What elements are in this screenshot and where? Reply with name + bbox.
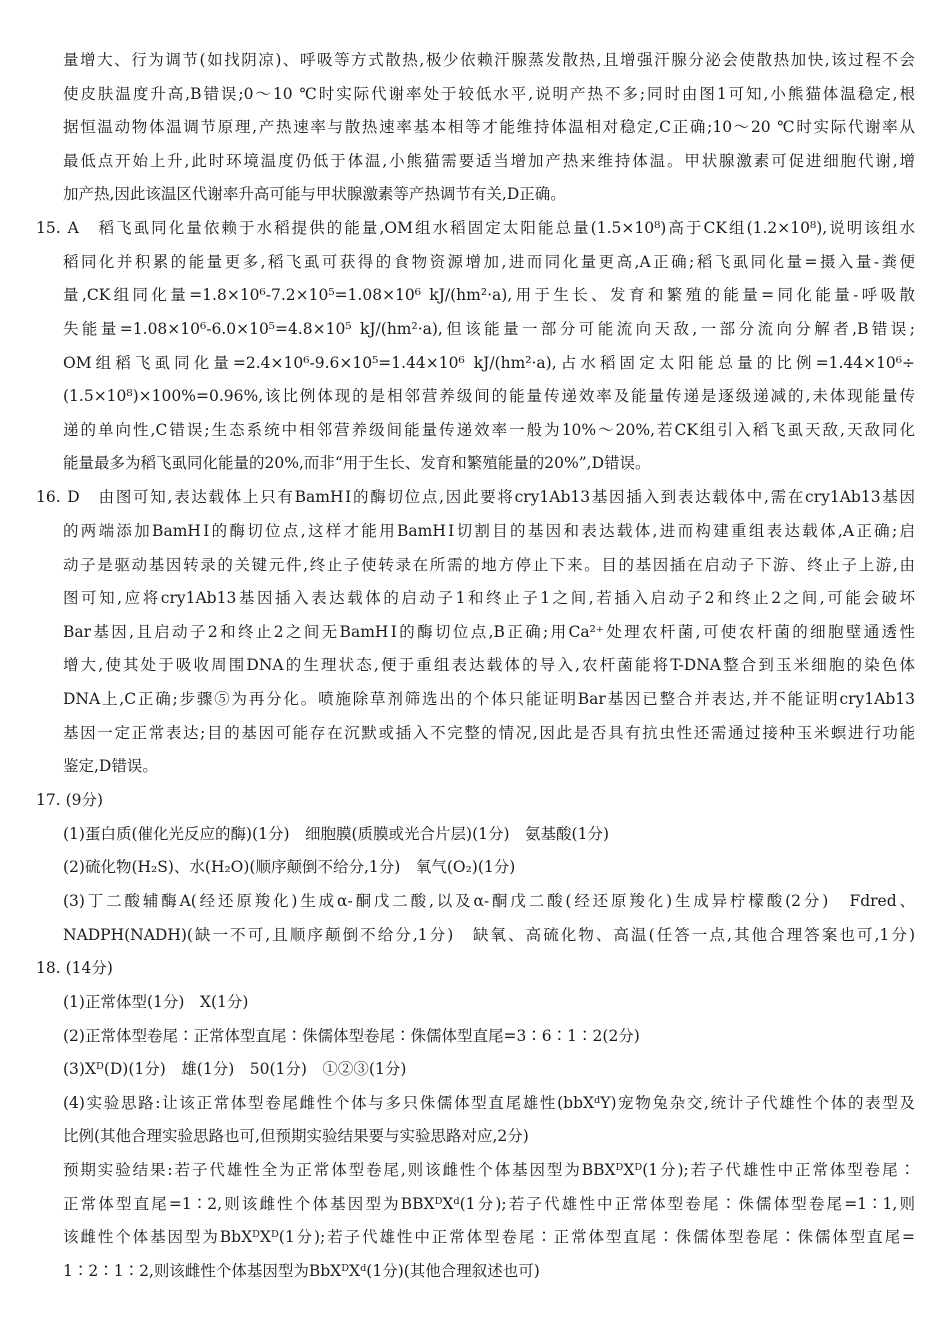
text-line: 量,CK组同化量=1.8×10⁶-7.2×10⁵=1.08×10⁶ kJ/(hm²·a),用于生长、发育和繁殖的能量=同化能量-呼吸散 [63,286,915,304]
text-line: 加产热,因此该温区代谢率升高可能与甲状腺激素等产热调节有关,D正确。 [63,185,566,203]
text-line: 使皮肤温度升高,B错误;0～10 ℃时实际代谢率处于较低水平,说明产热不多;同时由图1可知,小熊猫体温稳定,根 [63,85,915,103]
answer-18-4: (4)实验思路:让该正常体型卷尾雌性个体与多只侏儒体型直尾雄性(bbXᵈY)宠物兔杂交,统计子代雄性个体的表型及 [63,1094,915,1112]
text-line: 递的单向性,C错误;生态系统中相邻营养级间能量传递效率一般为10%～20%,若CK组引入稻飞虱天敌,天敌同化 [63,421,915,439]
answer-17-1: (1)蛋白质(催化光反应的酶)(1分) 细胞膜(质膜或光合片层)(1分) 氨基酸(1分) [63,825,610,843]
answer-17-3: (3)丁二酸辅酶A(经还原羧化)生成α-酮戊二酸,以及α-酮戊二酸(经还原羧化)生成异柠檬酸(2分) Fdred、 [63,892,915,910]
question-17-header: 17. (9分) [36,791,104,809]
answer-17-2: (2)硫化物(H₂S)、水(H₂O)(顺序颠倒不给分,1分) 氧气(O₂)(1分) [63,858,516,876]
answer-18-1: (1)正常体型(1分) X(1分) [63,993,249,1011]
text-line: 失能量=1.08×10⁶-6.0×10⁵=4.8×10⁵ kJ/(hm²·a),但该能量一部分可能流向天敌,一部分流向分解者,B错误; [63,320,915,338]
text-line: 增大,使其处于吸收周围DNA的生理状态,便于重组表达载体的导入,农杆菌能将T-DNA整合到玉米细胞的染色体 [63,656,915,674]
question-16-header: 16. D 由图可知,表达载体上只有BamHⅠ的酶切位点,因此要将cry1Ab13基因插入到表达载体中,需在cry1Ab13基因 [36,488,915,506]
text-line: 最低点开始上升,此时环境温度仍低于体温,小熊猫需要适当增加产热来维持体温。甲状腺激素可促进细胞代谢,增 [63,152,915,170]
text-line: 比例(其他合理实验思路也可,但预期实验结果要与实验思路对应,2分) [63,1127,529,1145]
text-line: 动子是驱动基因转录的关键元件,终止子使转录在所需的地方停止下来。目的基因插在启动子下游、终止子上游,由 [63,556,915,574]
question-15-header: 15. A 稻飞虱同化量依赖于水稻提供的能量,OM组水稻固定太阳能总量(1.5×10⁸)高于CK组(1.2×10⁸),说明该组水 [36,219,915,237]
text-line: 预期实验结果:若子代雄性全为正常体型卷尾,则该雌性个体基因型为BBXᴰXᴰ(1分);若子代雄性中正常体型卷尾∶ [63,1161,915,1179]
text-line: 图可知,应将cry1Ab13基因插入表达载体的启动子1和终止子1之间,若插入启动子2和终止2之间,可能会破坏 [63,589,915,607]
text-line: 的两端添加BamHⅠ的酶切位点,这样才能用BamHⅠ切割目的基因和表达载体,进而构建重组表达载体,A正确;启 [63,522,915,540]
text-line: DNA上,C正确;步骤⑤为再分化。喷施除草剂筛选出的个体只能证明Bar基因已整合并表达,并不能证明cry1Ab13 [63,690,915,708]
text-line: (1.5×10⁸)×100%=0.96%,该比例体现的是相邻营养级间的能量传递效率及能量传递是逐级递减的,未体现能量传 [63,387,915,405]
text-line: 据恒温动物体温调节原理,产热速率与散热速率基本相等才能维持体温相对稳定,C正确;10～20 ℃时实际代谢率从 [63,118,915,136]
question-18-header: 18. (14分) [36,959,113,977]
answer-18-3: (3)Xᴰ(D)(1分) 雄(1分) 50(1分) ①②③(1分) [63,1060,407,1078]
text-line: 能量最多为稻飞虱同化能量的20%,而非“用于生长、发育和繁殖能量的20%”,D错误。 [63,454,651,472]
text-line: Bar基因,且启动子2和终止2之间无BamHⅠ的酶切位点,B正确;用Ca²⁺处理农杆菌,可使农杆菌的细胞壁通透性 [63,623,915,641]
text-line: 量增大、行为调节(如找阴凉)、呼吸等方式散热,极少依赖汗腺蒸发散热,且增强汗腺分泌会使散热加快,该过程不会 [63,51,915,69]
text-line: 基因一定正常表达;目的基因可能存在沉默或插入不完整的情况,因此是否具有抗虫性还需通过接种玉米螟进行功能 [63,724,915,742]
text-line: 该雌性个体基因型为BbXᴰXᴰ(1分);若子代雄性中正常体型卷尾∶正常体型直尾∶侏儒体型卷尾∶侏儒体型直尾= [63,1228,915,1246]
text-line: 鉴定,D错误。 [63,757,158,775]
answer-18-2: (2)正常体型卷尾∶正常体型直尾∶侏儒体型卷尾∶侏儒体型直尾=3∶6∶1∶2(2分) [63,1027,640,1045]
text-line: 1∶2∶1∶2,则该雌性个体基因型为BbXᴰXᵈ(1分)(其他合理叙述也可) [63,1262,540,1280]
text-line: 正常体型直尾=1∶2,则该雌性个体基因型为BBXᴰXᵈ(1分);若子代雄性中正常体型卷尾∶侏儒体型卷尾=1∶1,则 [63,1195,915,1213]
text-line: 稻同化并积累的能量更多,稻飞虱可获得的食物资源增加,进而同化量更高,A正确;稻飞虱同化量=摄入量-粪便 [63,253,915,271]
text-line: NADPH(NADH)(缺一不可,且顺序颠倒不给分,1分) 缺氧、高硫化物、高温(任答一点,其他合理答案也可,1分) [63,926,915,944]
text-line: OM组稻飞虱同化量=2.4×10⁶-9.6×10⁵=1.44×10⁶ kJ/(hm²·a),占水稻固定太阳能总量的比例=1.44×10⁶÷ [63,354,915,372]
